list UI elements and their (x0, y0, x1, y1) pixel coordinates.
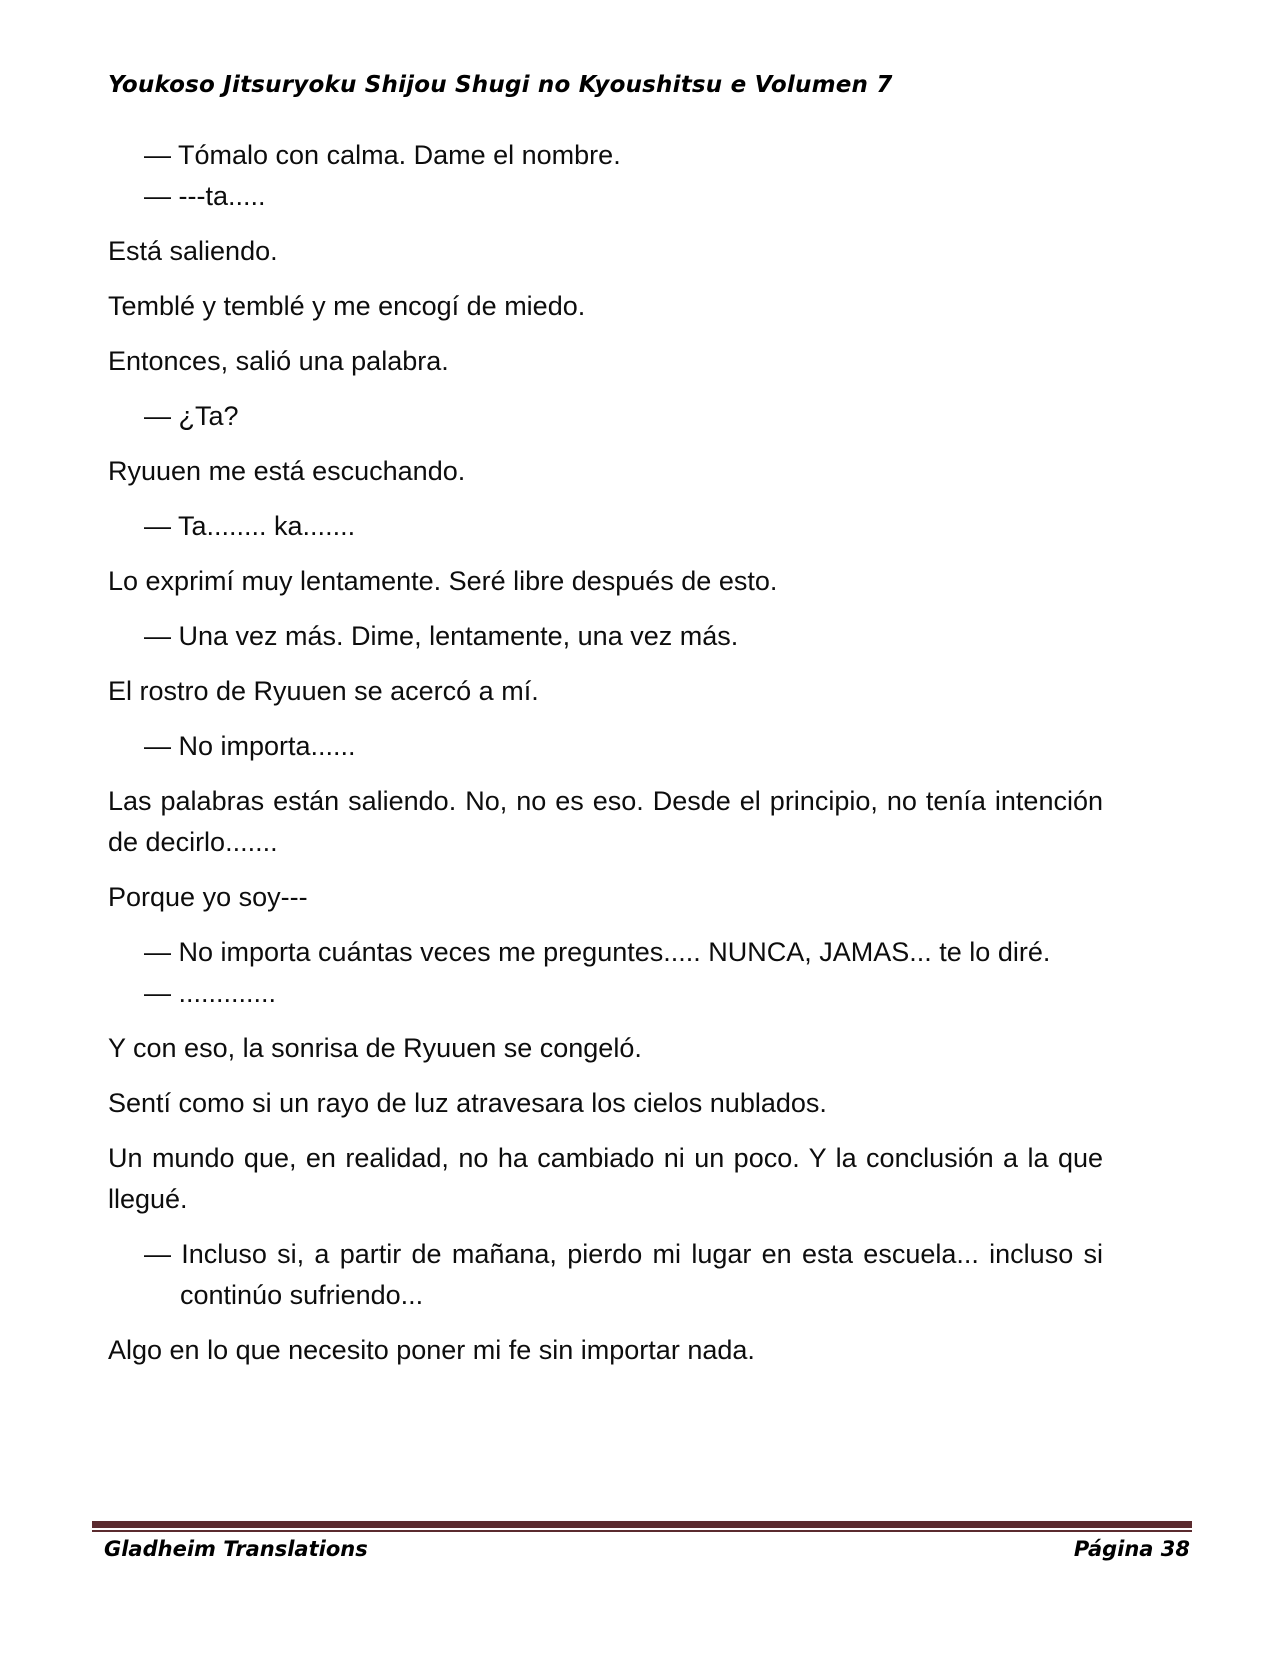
narration-line: Temblé y temblé y me encogí de miedo. (108, 291, 586, 321)
narration-paragraph: Las palabras están saliendo. No, no es eso. Desde el principio, no tenía intención de decirlo....... (108, 786, 1103, 857)
narration-line: Sentí como si un rayo de luz atravesara los cielos nublados. (108, 1088, 827, 1118)
dialogue-line: — No importa cuántas veces me preguntes..... NUNCA, JAMAS... te lo diré. (144, 937, 1051, 967)
narration-line: Porque yo soy--- (108, 882, 308, 912)
narration-paragraph: Un mundo que, en realidad, no ha cambiado ni un poco. Y la conclusión a la que llegué. (108, 1143, 1103, 1214)
page-title: Youkoso Jitsuryoku Shijou Shugi no Kyoushitsu e Volumen 7 (108, 72, 893, 98)
page-header (108, 70, 1172, 100)
footer-page-number: Página 38 (1073, 1537, 1190, 1561)
dialogue-line: — Ta........ ka....... (144, 511, 356, 541)
footer-row (92, 1532, 1192, 1563)
dialogue-line: — ............. (144, 978, 277, 1008)
narration-line: Está saliendo. (108, 236, 278, 266)
dialogue-paragraph: — Incluso si, a partir de mañana, pierdo mi lugar en esta escuela... incluso si continúo sufriendo... (144, 1239, 1103, 1310)
footer-rule-thick (92, 1521, 1192, 1528)
page-body (108, 135, 1103, 1371)
footer-translator-credit: Gladheim Translations (104, 1537, 368, 1561)
narration-line: Ryuuen me está escuchando. (108, 456, 466, 486)
dialogue-line: — ¿Ta? (144, 401, 239, 431)
narration-line: Algo en lo que necesito poner mi fe sin importar nada. (108, 1335, 755, 1365)
dialogue-line: — No importa...... (144, 731, 356, 761)
narration-line: Y con eso, la sonrisa de Ryuuen se congeló. (108, 1033, 642, 1063)
dialogue-line: — ---ta..... (144, 181, 266, 211)
narration-line: El rostro de Ryuuen se acercó a mí. (108, 676, 539, 706)
narration-line: Lo exprimí muy lentamente. Seré libre después de esto. (108, 566, 778, 596)
dialogue-line: — Una vez más. Dime, lentamente, una vez más. (144, 621, 739, 651)
dialogue-line: — Tómalo con calma. Dame el nombre. (144, 140, 621, 170)
narration-line: Entonces, salió una palabra. (108, 346, 449, 376)
page-footer (92, 1521, 1192, 1563)
